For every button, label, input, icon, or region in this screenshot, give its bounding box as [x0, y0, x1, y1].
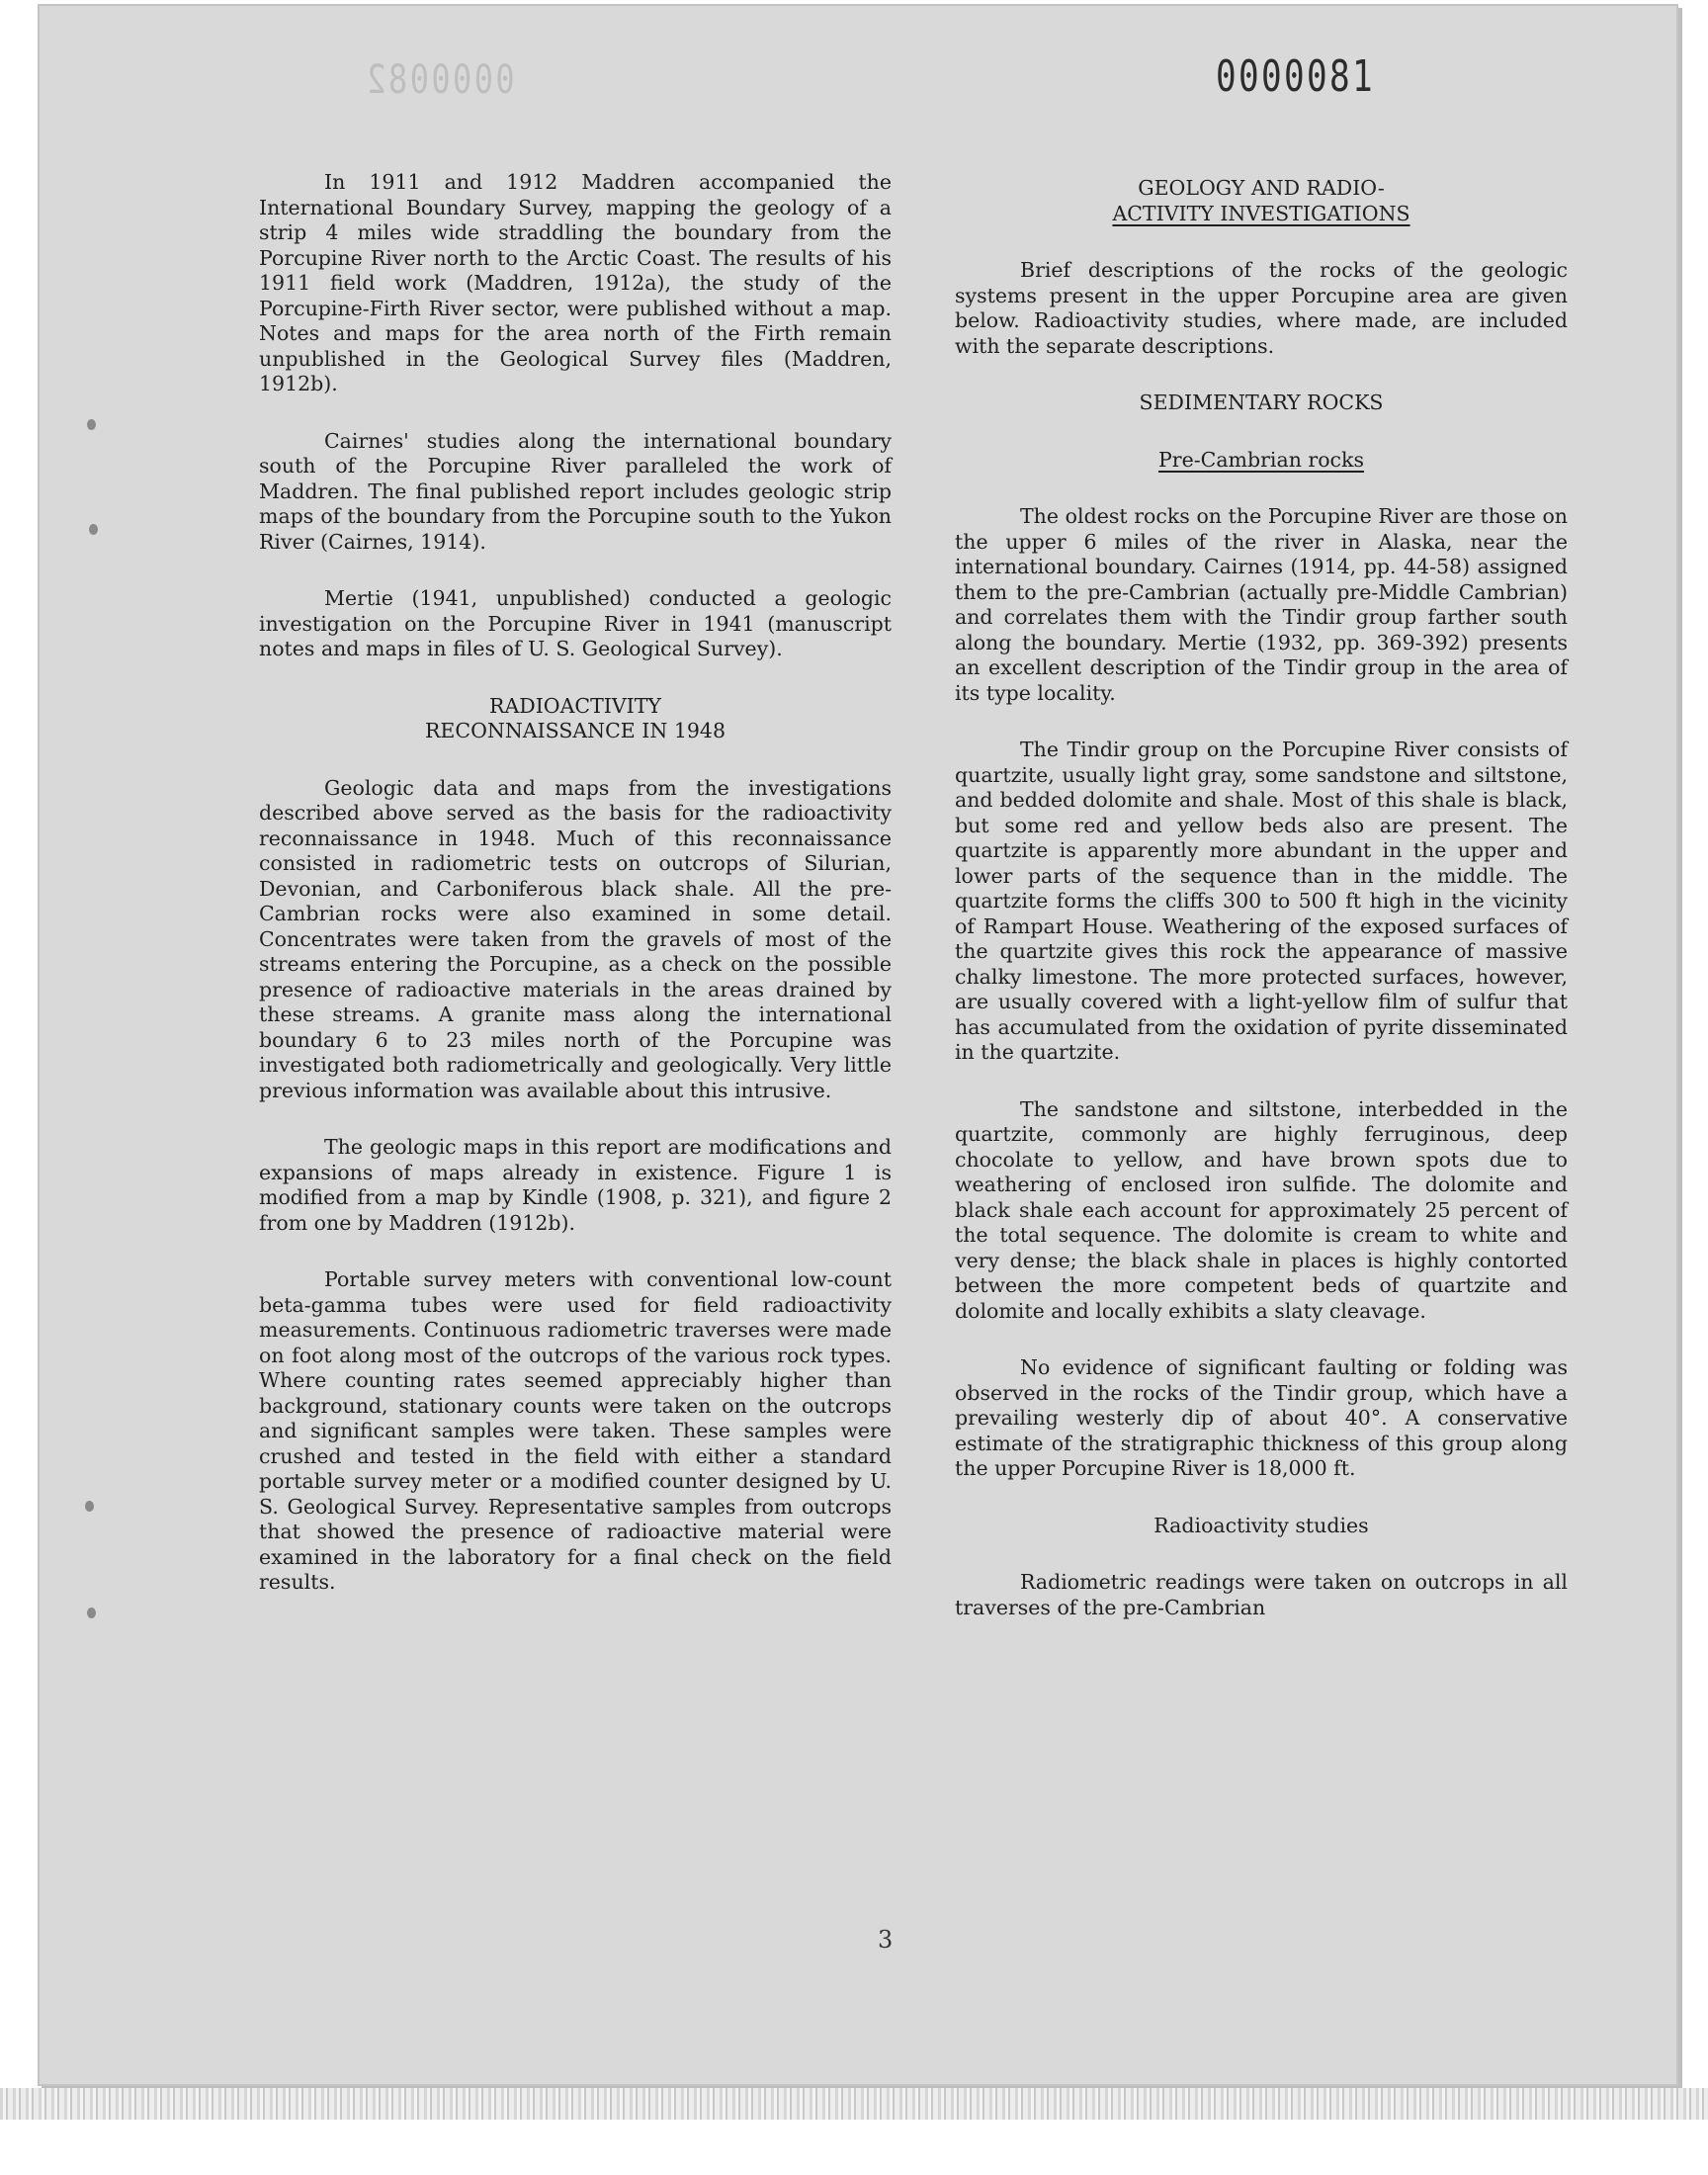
punch-mark — [87, 419, 96, 430]
punch-mark — [85, 1501, 94, 1512]
right-column — [955, 176, 1568, 1652]
paragraph: Portable survey meters with conventional low-count beta-gamma tubes were used for field radioactivity measurements. Continuous radiometric traverses were made on foot along most of the outcrops of the various rock types. Where counting rates seemed appreciably higher than background, stationary counts were taken on the outcrops and significant samples were taken. These samples were crushed and tested in the field with either a standard portable survey meter or a modified counter designed by U. S. Geological Survey. Representative samples from outcrops that showed the presence of radioactive material were examined in the laboratory for a final check on the field results. — [259, 1267, 892, 1594]
paragraph: The sandstone and siltstone, interbedded in the quartzite, commonly are highly ferruginous, deep chocolate to yellow, and have brown spots due to weathering of enclosed iron sulfide. The dolomite and black shale each account for approximately 25 percent of the total sequence. The dolomite is cream to white and very dense; the black shale in places is highly contorted between the more competent beds of quartzite and dolomite and locally exhibits a slaty cleavage. — [955, 1096, 1568, 1323]
heading-line: ACTIVITY INVESTIGATIONS — [1112, 201, 1410, 225]
paragraph: No evidence of significant faulting or folding was observed in the rocks of the Tindir group, which have a prevailing westerly dip of about 40°. A conservative estimate of the stratigraphic thickness of this group along the upper Porcupine River is 18,000 ft. — [955, 1355, 1568, 1480]
paragraph: The Tindir group on the Porcupine River consists of quartzite, usually light gray, some sandstone and siltstone, and bedded dolomite and shale. Most of this shale is black, but some red and yellow beds also are present. The quartzite is apparently more abundant in the upper and lower parts of the sequence than in the middle. The quartzite forms the cliffs 300 to 500 ft high in the vicinity of Rampart House. Weathering of the exposed surfaces of the quartzite gives this rock the appearance of massive chalky limestone. The more protected surfaces, however, are usually covered with a light-yellow film of sulfur that has accumulated from the oxidation of pyrite disseminated in the quartzite. — [955, 738, 1568, 1064]
document-number: 0000081 — [1216, 51, 1376, 102]
page-number: 3 — [878, 1926, 894, 1954]
subsection-title: Radioactivity studies — [1153, 1513, 1369, 1537]
paragraph: The geologic maps in this report are modifications and expansions of maps already in existence. Figure 1 is modified from a map by Kindle (1908, p. 321), and figure 2 from one by Maddren (1912b). — [259, 1135, 892, 1235]
punch-mark — [87, 1608, 96, 1618]
paragraph: Cairnes' studies along the international boundary south of the Porcupine River paralleled the work of Maddren. The final published report includes geologic strip maps of the boundary from the Porcupine south to the Yukon River (Cairnes, 1914). — [259, 428, 892, 554]
heading-line: GEOLOGY AND RADIO- — [1138, 176, 1385, 200]
paragraph: In 1911 and 1912 Maddren accompanied the International Boundary Survey, mapping the geology of a strip 4 miles wide straddling the boundary from the Porcupine River north to the Arctic Coast. The results of his 1911 field work (Maddren, 1912a), the study of the Porcupine-Firth River sector, were published without a map. Notes and maps for the area north of the Firth remain unpublished in the Geological Survey files (Maddren, 1912b). — [259, 170, 892, 395]
left-column — [259, 170, 892, 1627]
paragraph: Brief descriptions of the rocks of the geologic systems present in the upper Porcupine area are given below. Radioactivity studies, where made, are included with the separate descriptions. — [955, 258, 1568, 358]
paragraph: Geologic data and maps from the investigations described above served as the basis for the radioactivity reconnaissance in 1948. Much of this reconnaissance consisted in radiometric tests on outcrops of Silurian, Devonian, and Carboniferous black shale. All the pre-Cambrian rocks were also examined in some detail. Concentrates were taken from the gravels of most of the streams entering the Porcupine, as a check on the possible presence of radioactive materials in the areas drained by these streams. A granite mass along the international boundary 6 to 23 miles north of the Porcupine was investigated both radiometrically and geologically. Very little previous information was available about this intrusive. — [259, 775, 892, 1102]
paragraph: The oldest rocks on the Porcupine River are those on the upper 6 miles of the river in Alaska, near the international boundary. Cairnes (1914, pp. 44-58) assigned them to the pre-Cambrian (actually pre-Middle Cambrian) and correlates them with the Tindir group farther south along the boundary. Mertie (1932, pp. 369-392) presents an excellent description of the Tindir group in the area of its type locality. — [955, 504, 1568, 705]
bleed-through-number: 0000082 — [364, 57, 515, 103]
section-heading — [955, 176, 1568, 226]
scan-edge-strip — [0, 2088, 1708, 2120]
heading-line: RADIOACTIVITY — [489, 693, 661, 718]
paragraph: Radiometric readings were taken on outcrops in all traverses of the pre-Cambrian — [955, 1570, 1568, 1619]
heading-line: RECONNAISSANCE IN 1948 — [424, 719, 726, 742]
subsection-title — [955, 448, 1568, 474]
section-heading — [259, 694, 892, 744]
punch-mark — [89, 524, 98, 535]
paragraph: Mertie (1941, unpublished) conducted a geologic investigation on the Porcupine River in 1941 (manuscript notes and maps in files of U. S. Geological Survey). — [259, 586, 892, 660]
section-title: SEDIMENTARY ROCKS — [1139, 391, 1384, 414]
subsection-label: Pre-Cambrian rocks — [1158, 447, 1364, 472]
